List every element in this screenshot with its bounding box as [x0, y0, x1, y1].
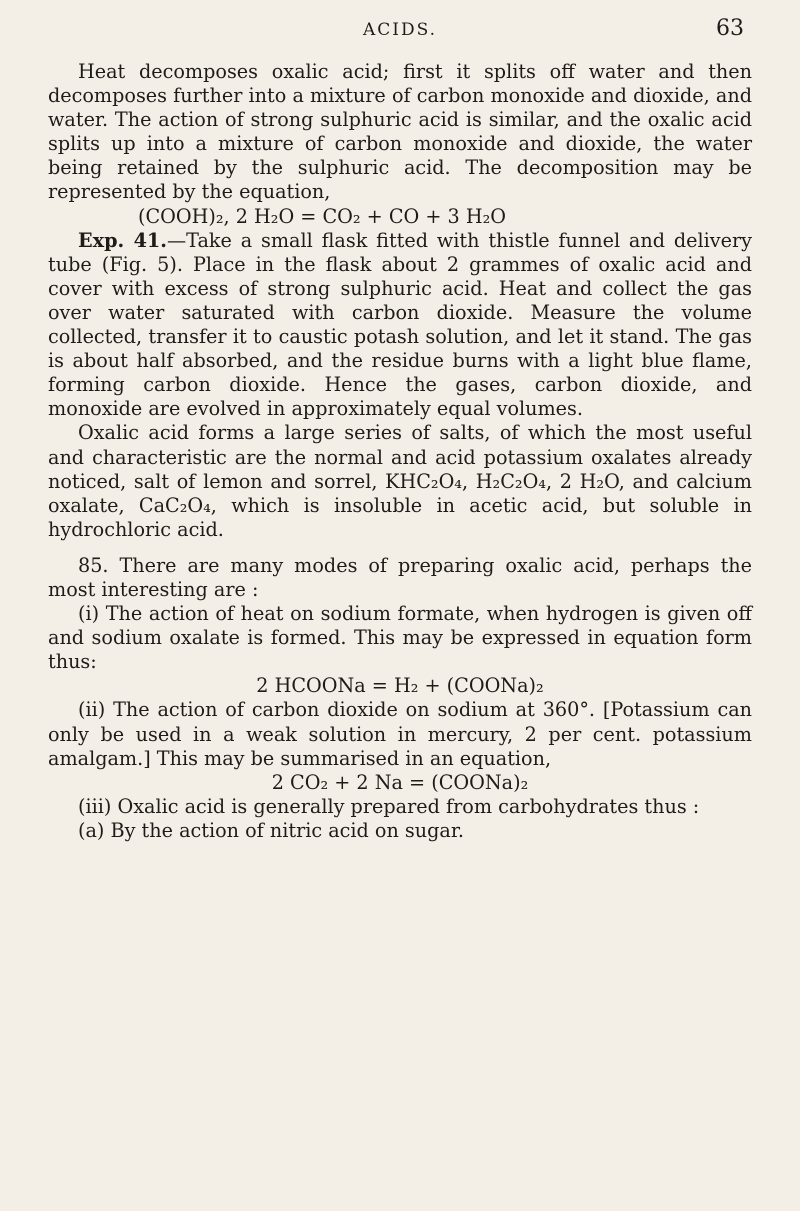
section-gap: [48, 542, 752, 554]
paragraph-method-ii: (ii) The action of carbon dioxide on sodium at 360°. [Potassium can only be used in a weak solution in mercury, 2 per cent. potassium amalgam.] This may be summarised in an equation,: [48, 698, 752, 770]
experiment-label: Exp. 41.: [78, 228, 167, 252]
page-number: 63: [716, 16, 744, 41]
paragraph-oxalate-salts: Oxalic acid forms a large series of salts, of which the most useful and characteristic are the normal and acid potassium oxalates already noticed, salt of lemon and sorrel, KHC₂O₄, H₂C₂O₄, 2 H₂O, and calcium oxalate, CaC₂O₄, which is insoluble in acetic acid, but soluble in hydrochloric acid.: [48, 421, 752, 541]
running-head: ACIDS.: [362, 20, 438, 40]
paragraph-preparation-modes: 85. There are many modes of preparing oxalic acid, perhaps the most interesting are :: [48, 553, 752, 601]
paragraph-method-iii: (iii) Oxalic acid is generally prepared from carbohydrates thus :: [78, 794, 700, 818]
page-body: [48, 60, 752, 843]
equation-sodium-formate: 2 HCOONa = H₂ + (COONa)₂: [256, 674, 544, 698]
paragraph-heat-decomposes: Heat decomposes oxalic acid; first it splits off water and then decomposes further into a mixture of carbon monoxide and dioxide, and water. The action of strong sulphuric acid is similar, and the oxalic acid splits up into a mixture of carbon monoxide and dioxide, the water being retained by the sulphuric acid. The decomposition may be represented by the equation,: [48, 60, 752, 204]
paragraph-method-i: (i) The action of heat on sodium formate, when hydrogen is given off and sodium oxalate is formed. This may be expressed in equation form thus:: [48, 602, 752, 674]
experiment-text: —Take a small flask fitted with thistle funnel and delivery tube (Fig. 5). Place in the flask about 2 grammes of oxalic acid and cover with excess of strong sulphuric acid. Heat and collect the gas over water saturated with carbon dioxide. Measure the volume collected, transfer it to caustic potash solution, and let it stand. The gas is about half absorbed, and the residue burns with a light blue flame, forming carbon dioxide. Hence the gases, carbon dioxide, and monoxide are evolved in approximately equal volumes.: [48, 228, 752, 421]
paragraph-method-a: (a) By the action of nitric acid on sugar.: [78, 818, 465, 842]
equation-carbon-dioxide-sodium: 2 CO₂ + 2 Na = (COONa)₂: [271, 770, 529, 794]
page-header: [50, 16, 750, 46]
paragraph-experiment-41: [48, 229, 752, 422]
equation-oxalic-decomposition: (COOH)₂, 2 H₂O = CO₂ + CO + 3 H₂O: [138, 204, 507, 228]
